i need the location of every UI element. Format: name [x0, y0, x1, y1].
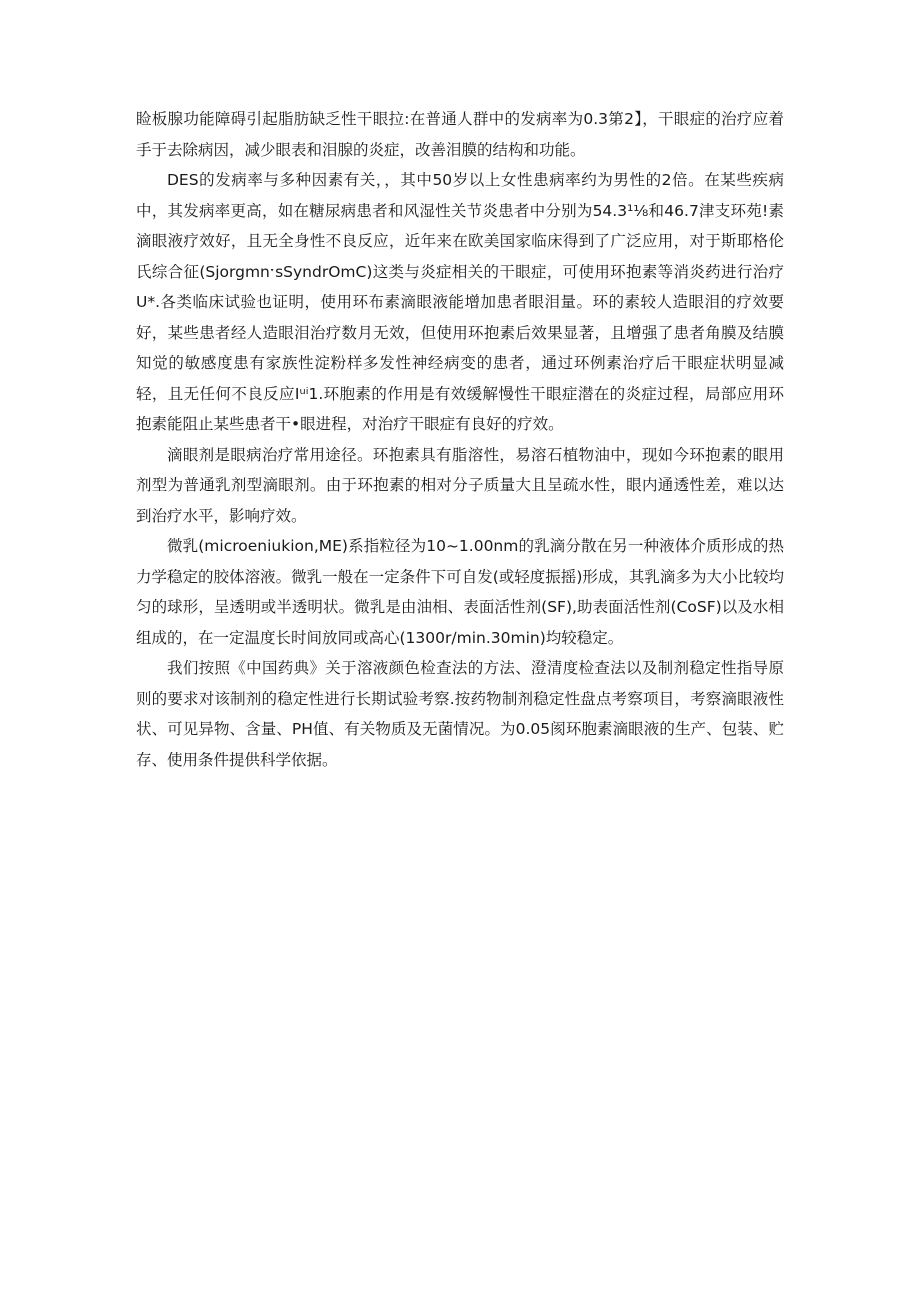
paragraph-3: 滴眼剂是眼病治疗常用途径。环抱素具有脂溶性，易溶石植物油中，现如今环抱素的眼用剂型为普通乳剂型滴眼剂。由于环抱素的相对分子质量大且呈疏水性，眼内通透性差，难以达到治疗水平，影响疗效。: [136, 445, 784, 525]
paragraph-2: DES的发病率与多种因素有关，，其中50岁以上女性患病率约为男性的2倍。在某些疾病中，其发病率更高，如在糖尿病患者和风湿性关节炎患者中分别为54.3¹⅛和46.7津支环苑!素滴眼液疗效好，且无全身性不良反应，近年来在欧美国家临床得到了广泛应用，对于斯耶格伦氏综合征(SjorgmnˑsSyndrOmC)这类与炎症相关的干眼症，可使用环抱素等消炎药进行治疗U*.各类临床试验也证明，使用环布素滴眼液能增加患者眼泪量。环的素较人造眼泪的疗效要好，某些患者经人造眼泪治疗数月无效，但使用环抱素后效果显著，且增强了患者角膜及结膜知觉的敏感度患有家族性淀粉样多发性神经病变的患者，通过环例素治疗后干眼症状明显减轻，且无任何不良反应Iᵘⁱ1.环胞素的作用是有效缓解慢性干眼症潜在的炎症过程，局部应用环抱素能阻止某些患者干•眼进程，对治疗干眼症有良好的疗效。: [136, 171, 784, 433]
document-body: [136, 104, 784, 775]
paragraph-4: 微乳(microeniukion,ME)系指粒径为10~1.00nm的乳滴分散在另一种液体介质形成的热力学稳定的胶体溶液。微乳一般在一定条件下可自发(或轻度振摇)形成，其乳滴多为大小比较均匀的球形，呈透明或半透明状。微乳是由油相、表面活性剂(SF),助表面活性剂(CoSF)以及水相组成的，在一定温度长时间放同或高心(1300r∕min.30min)均较稳定。: [136, 537, 784, 647]
paragraph-5: 我们按照《中国药典》关于溶液颜色检查法的方法、澄清度检查法以及制剂稳定性指导原则的要求对该制剂的稳定性进行长期试验考察.按药物制剂稳定性盘点考察项目，考察滴眼液性状、可见异物、含量、PH值、有关物质及无菌情况。为0.05阂环胞素滴眼液的生产、包装、贮存、使用条件提供科学依据。: [136, 659, 784, 769]
paragraph-1: 睑板腺功能障碍引起脂肪缺乏性干眼拉:在普通人群中的发病率为0.3第2】，干眼症的治疗应着手于去除病因，减少眼表和泪腺的炎症，改善泪膜的结构和功能。: [136, 110, 784, 159]
